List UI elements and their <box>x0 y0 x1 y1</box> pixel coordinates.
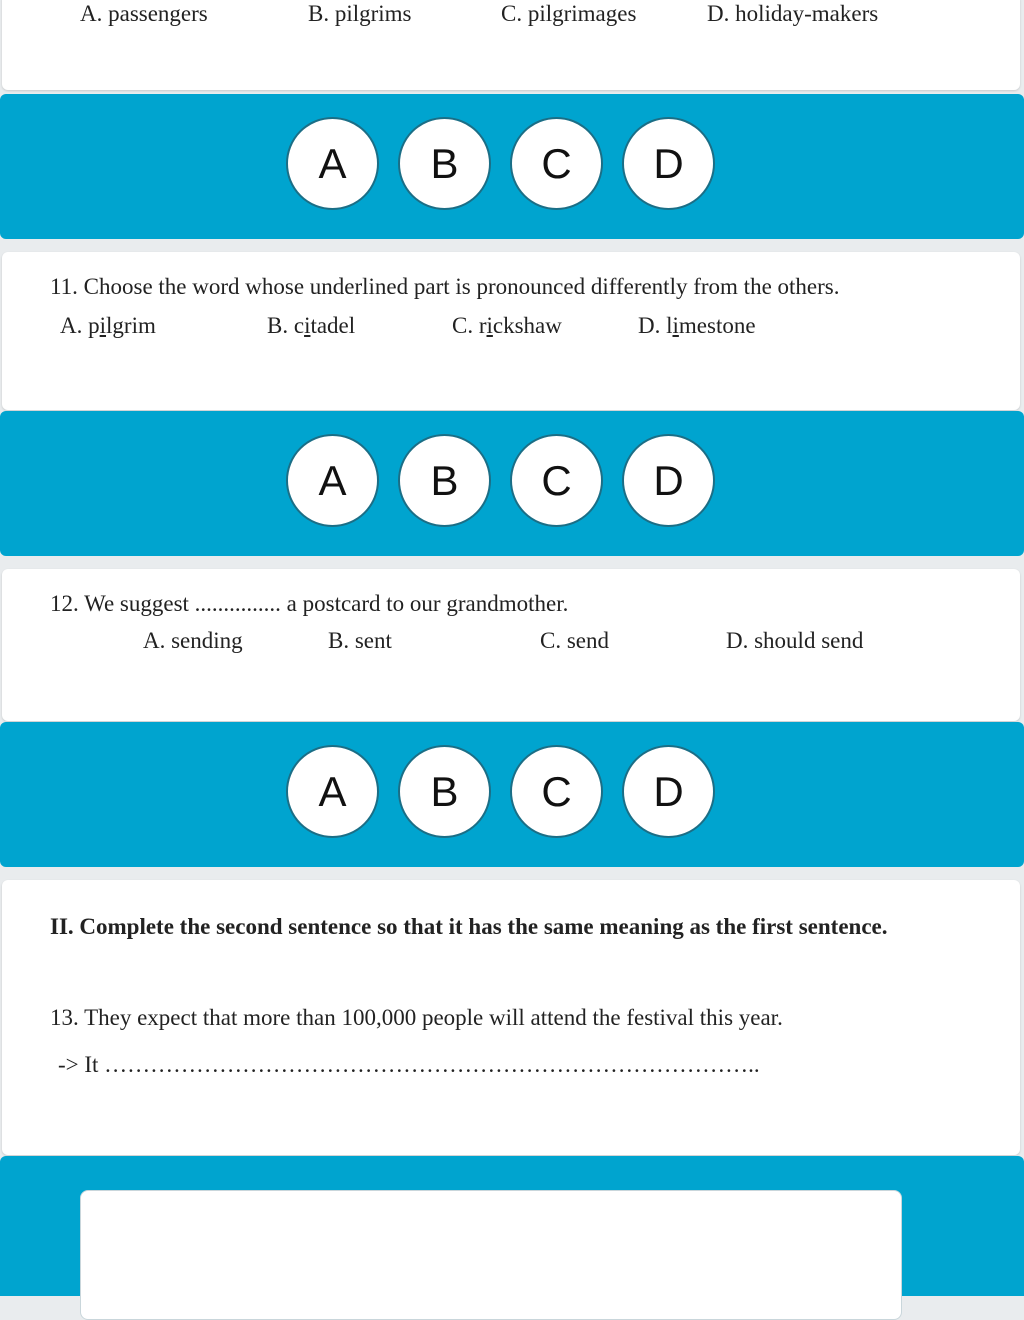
answer-d-button[interactable]: D <box>622 434 715 527</box>
answer-choices <box>286 117 715 210</box>
q13-answer-line: -> It ………………………………………………………………………….. <box>58 1052 760 1077</box>
answer-choices <box>286 434 715 527</box>
q10-option-d: D. holiday-makers <box>707 1 879 26</box>
q11-option-c: C. rickshaw <box>452 313 562 338</box>
answer-band-11 <box>0 411 1024 556</box>
q12-question: 12. We suggest ............... a postcard to our grandmother. <box>50 591 569 616</box>
q10-option-a: A. passengers <box>80 1 208 26</box>
question-card-12 <box>2 569 1020 721</box>
answer-band-13 <box>0 1156 1024 1296</box>
answer-choices <box>286 745 715 838</box>
question-card-11 <box>2 252 1020 410</box>
answer-a-button[interactable]: A <box>286 745 379 838</box>
question-card-10 <box>2 0 1020 90</box>
q10-option-b: B. pilgrims <box>308 1 412 26</box>
q12-option-d: D. should send <box>726 628 864 653</box>
q11-question: 11. Choose the word whose underlined part is pronounced differently from the others. <box>50 274 840 299</box>
section-heading: II. Complete the second sentence so that it has the same meaning as the first sentence. <box>50 914 888 939</box>
q11-option-a: A. pilgrim <box>60 313 156 338</box>
answer-c-button[interactable]: C <box>510 745 603 838</box>
q12-option-c: C. send <box>540 628 609 653</box>
answer-b-button[interactable]: B <box>398 117 491 210</box>
q13-question: 13. They expect that more than 100,000 people will attend the festival this year. <box>50 1005 783 1030</box>
q12-option-a: A. sending <box>143 628 243 653</box>
answer-b-button[interactable]: B <box>398 745 491 838</box>
q10-option-c: C. pilgrimages <box>501 1 637 26</box>
q11-option-d: D. limestone <box>638 313 756 338</box>
answer-a-button[interactable]: A <box>286 117 379 210</box>
answer-c-button[interactable]: C <box>510 117 603 210</box>
question-card-13 <box>2 880 1020 1155</box>
answer-c-button[interactable]: C <box>510 434 603 527</box>
answer-text-input[interactable] <box>80 1190 902 1320</box>
q11-option-b: B. citadel <box>267 313 356 338</box>
answer-d-button[interactable]: D <box>622 117 715 210</box>
answer-band-12 <box>0 722 1024 867</box>
answer-d-button[interactable]: D <box>622 745 715 838</box>
answer-a-button[interactable]: A <box>286 434 379 527</box>
answer-band-10 <box>0 94 1024 239</box>
q12-option-b: B. sent <box>328 628 392 653</box>
answer-b-button[interactable]: B <box>398 434 491 527</box>
